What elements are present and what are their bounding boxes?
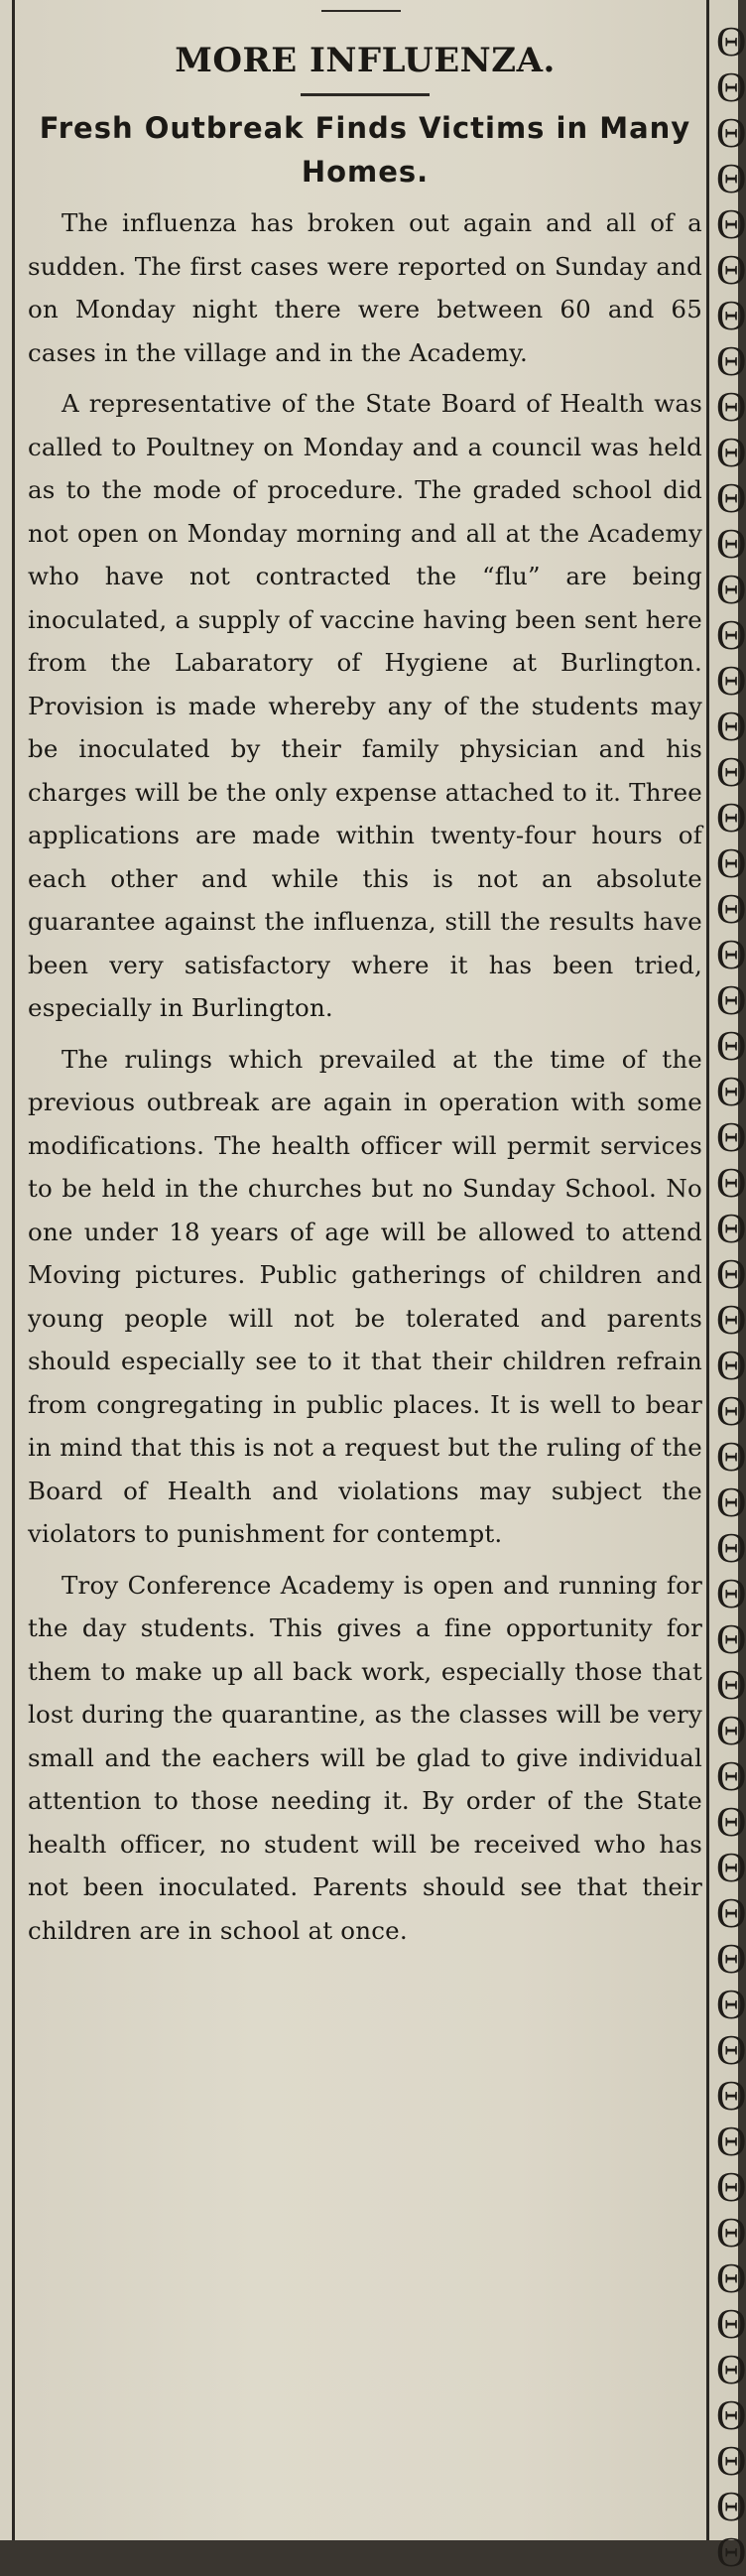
adjacent-column-letter-edge: Θ xyxy=(716,2165,746,2211)
adjacent-column-letter-edge: Θ xyxy=(716,1344,746,1389)
adjacent-column-letter-edge: Θ xyxy=(716,1709,746,1754)
adjacent-column-letter-edge: Θ xyxy=(716,202,746,248)
adjacent-column-letter-edge: Θ xyxy=(716,248,746,294)
adjacent-column-letter-edge: Θ xyxy=(716,2348,746,2393)
adjacent-column-letter-edge: Θ xyxy=(716,1070,746,1115)
adjacent-column-letter-edge: Θ xyxy=(716,659,746,705)
paragraph-1: The influenza has broken out again and all of a sudden. The first cases were reported on Sunday and on Monday night there were between 60 and 65 cases in the village and in the Academy. xyxy=(28,208,702,367)
adjacent-column-letter-edge: Θ xyxy=(716,522,746,568)
adjacent-column-fragment xyxy=(716,20,746,2576)
adjacent-column-letter-edge: Θ xyxy=(716,339,746,385)
paragraph-2: A representative of the State Board of Health was called to Poultney on Monday and a council was held as to the mode of procedure. The graded school did not open on Monday morning and all at the Academy who have not contracted the “flu” are being inoculated, a supply of vaccine having been sent here from the Labaratory of Hygiene at Burlington. Provision is made whereby any of the students may be inoculated by their family physician and his charges will be the only expense attached to it. Three applications are made within twenty-four hours of each other and while this is not an absolute guarantee against the influenza, still the results have been very satisfactory where it has been tried, especially in Burlington. xyxy=(28,389,702,1022)
article xyxy=(28,36,702,1960)
adjacent-column-letter-edge: Θ xyxy=(716,887,746,933)
adjacent-column-letter-edge: Θ xyxy=(716,1572,746,1617)
subheadline: Fresh Outbreak Finds Victims in Many Homes. xyxy=(39,111,691,189)
adjacent-column-letter-edge: Θ xyxy=(716,2530,746,2576)
adjacent-column-letter-edge: Θ xyxy=(716,1115,746,1161)
adjacent-column-letter-edge: Θ xyxy=(716,111,746,157)
adjacent-column-letter-edge: Θ xyxy=(716,2074,746,2120)
adjacent-column-letter-edge: Θ xyxy=(716,2485,746,2530)
adjacent-column-letter-edge: Θ xyxy=(716,1024,746,1070)
adjacent-column-letter-edge: Θ xyxy=(716,1207,746,1252)
adjacent-column-letter-edge: Θ xyxy=(716,1846,746,1891)
headline-rule xyxy=(301,93,430,96)
adjacent-column-letter-edge: Θ xyxy=(716,2028,746,2074)
article-body xyxy=(28,201,702,1952)
headline: MORE INFLUENZA. xyxy=(175,41,556,80)
adjacent-column-letter-edge: Θ xyxy=(716,385,746,431)
adjacent-column-letter-edge: Θ xyxy=(716,1663,746,1709)
adjacent-column-letter-edge: Θ xyxy=(716,20,746,65)
adjacent-column-letter-edge: Θ xyxy=(716,2393,746,2439)
adjacent-column-letter-edge: Θ xyxy=(716,568,746,613)
adjacent-column-letter-edge: Θ xyxy=(716,1937,746,1983)
adjacent-column-letter-edge: Θ xyxy=(716,2120,746,2165)
adjacent-column-letter-edge: Θ xyxy=(716,613,746,659)
adjacent-column-letter-edge: Θ xyxy=(716,2256,746,2302)
adjacent-column-letter-edge: Θ xyxy=(716,2211,746,2256)
adjacent-column-letter-edge: Θ xyxy=(716,1481,746,1526)
adjacent-column-letter-edge: Θ xyxy=(716,978,746,1024)
adjacent-column-letter-edge: Θ xyxy=(716,841,746,887)
adjacent-column-letter-edge: Θ xyxy=(716,1252,746,1298)
paragraph-3: The rulings which prevailed at the time of the previous outbreak are again in operation with some modifications. The health officer will permit services to be held in the churches but no Sunday School. No one under 18 years of age will be allowed to attend Moving pictures. Public gatherings of children and young people will not be tolerated and parents should especially see to it that their children refrain from congregating in public places. It is well to bear in mind that this is not a request but the ruling of the Board of Health and violations may subject the violators to punishment for contempt. xyxy=(28,1044,702,1548)
adjacent-column-letter-edge: Θ xyxy=(716,1800,746,1846)
adjacent-column-letter-edge: Θ xyxy=(716,750,746,796)
adjacent-column-letter-edge: Θ xyxy=(716,65,746,111)
top-rule xyxy=(321,10,401,12)
adjacent-column-letter-edge: Θ xyxy=(716,796,746,841)
column-rule-left xyxy=(12,0,15,2540)
adjacent-column-letter-edge: Θ xyxy=(716,476,746,522)
adjacent-column-letter-edge: Θ xyxy=(716,294,746,339)
adjacent-column-letter-edge: Θ xyxy=(716,1161,746,1207)
adjacent-column-letter-edge: Θ xyxy=(716,157,746,202)
paragraph-4: Troy Conference Academy is open and running for the day students. This gives a fine opportunity for them to make up all back work, especially those that lost during the quarantine, as the classes will be very small and the eachers will be glad to give individual attention to those needing it. By order of the State health officer, no student will be received who has not been inoculated. Parents should see that their children are in school at once. xyxy=(28,1570,702,1945)
adjacent-column-letter-edge: Θ xyxy=(716,431,746,476)
adjacent-column-letter-edge: Θ xyxy=(716,1526,746,1572)
adjacent-column-letter-edge: Θ xyxy=(716,705,746,750)
column-rule-right xyxy=(706,0,709,2540)
adjacent-column-letter-edge: Θ xyxy=(716,1891,746,1937)
adjacent-column-letter-edge: Θ xyxy=(716,1389,746,1435)
adjacent-column-letter-edge: Θ xyxy=(716,2439,746,2485)
adjacent-column-letter-edge: Θ xyxy=(716,1617,746,1663)
adjacent-column-letter-edge: Θ xyxy=(716,2302,746,2348)
adjacent-column-letter-edge: Θ xyxy=(716,933,746,978)
adjacent-column-letter-edge: Θ xyxy=(716,1298,746,1344)
adjacent-column-letter-edge: Θ xyxy=(716,1435,746,1481)
adjacent-column-letter-edge: Θ xyxy=(716,1754,746,1800)
adjacent-column-letter-edge: Θ xyxy=(716,1983,746,2028)
